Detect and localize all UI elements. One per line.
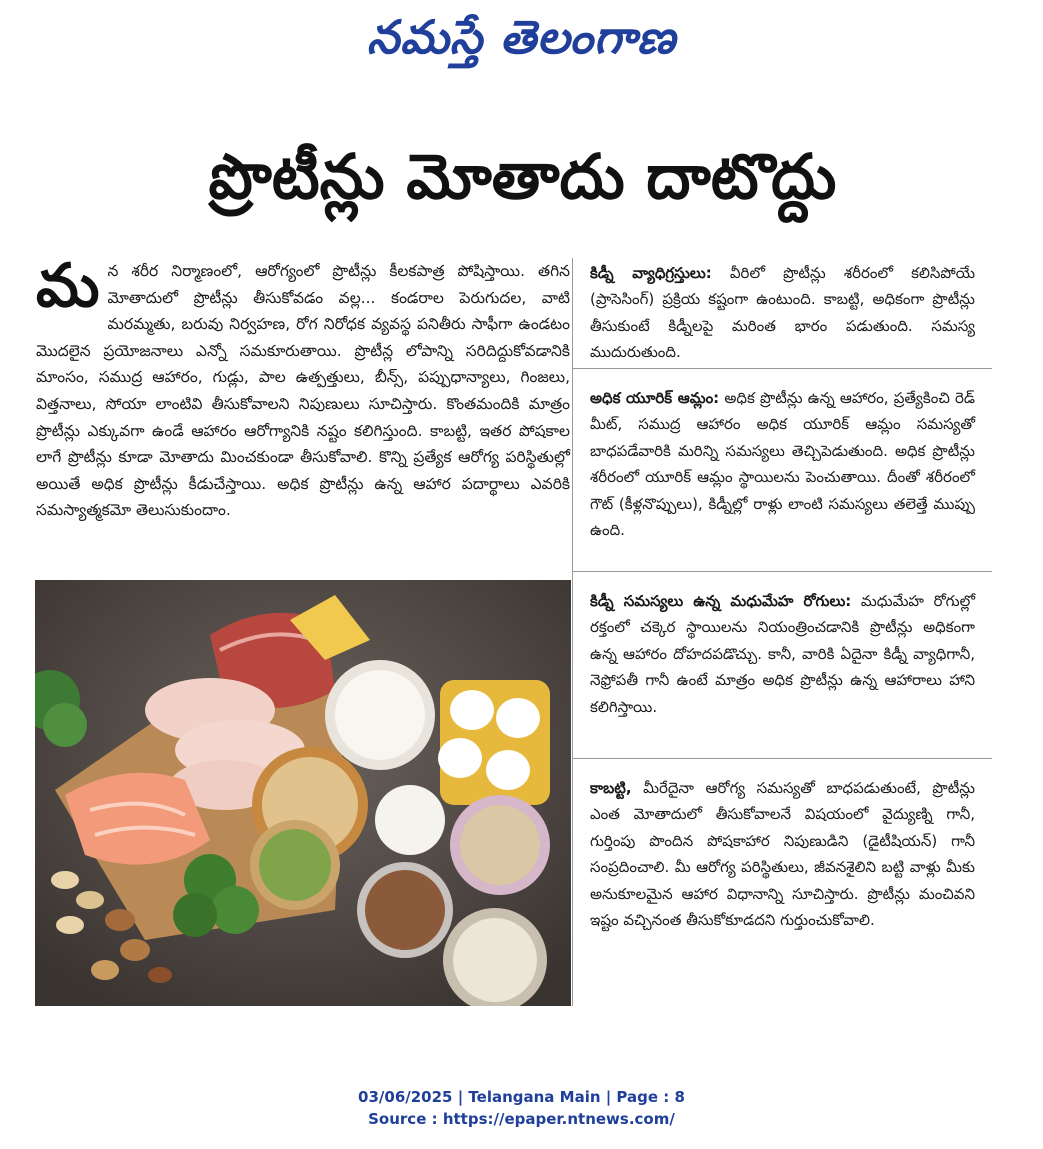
section-diabetic-kidney: [590, 588, 975, 720]
protein-foods-photo: [35, 580, 571, 1006]
footer-edition-info: 03/06/2025 | Telangana Main | Page : 8: [358, 1088, 685, 1106]
intro-column: [36, 251, 570, 524]
section-heading: కిడ్నీ సమస్యలు ఉన్న మధుమేహ రోగులు:: [590, 592, 852, 610]
section-divider: [573, 571, 992, 572]
page-footer: [0, 1086, 1043, 1130]
section-body: అధిక ప్రొటీన్లు ఉన్న ఆహారం, ప్రత్యేకించి రెడ్ మీట్, సముద్ర ఆహారం అధిక యూరిక్ ఆమ్లం సమస్యతో బాధపడేవారికి మరిన్ని సమస్యలు తెచ్చిపెడుతుంది. అధిక ప్రొటీన్లు శరీరంలో యూరిక్ ఆమ్లం స్థాయిలను పెంచుతాయి. దీంతో శరీరంలో గౌట్ (కీళ్లనొప్పులు), కిడ్నీల్లో రాళ్లు లాంటి సమస్యలు తలెత్తే ముప్పు ఉంది.: [590, 389, 975, 540]
section-body: వీరిలో ప్రొటీన్లు శరీరంలో కలిసిపోయే (ప్రాసెసింగ్) ప్రక్రియ కష్టంగా ఉంటుంది. కాబట్టి, అధికంగా ప్రొటీన్లు తీసుకుంటే కిడ్నీలపై మరింత భారం పడుతుంది. సమస్య ముదురుతుంది.: [590, 264, 975, 362]
footer-source-link[interactable]: Source : https://epaper.ntnews.com/: [368, 1110, 675, 1128]
article-headline: ప్రొటీన్లు మోతాదు దాటొద్దు: [208, 140, 837, 213]
drop-cap: మ: [36, 251, 100, 321]
protein-foods-illustration: [35, 580, 571, 1006]
section-heading: అధిక యూరిక్ ఆమ్లం:: [590, 389, 720, 407]
newspaper-masthead: నమస్తే తెలంగాణ: [366, 10, 677, 64]
section-divider: [573, 758, 992, 759]
section-heading: కిడ్నీ వ్యాధిగ్రస్తులు:: [590, 264, 712, 282]
section-body: మీరేదైనా ఆరోగ్య సమస్యతో బాధపడుతుంటే, ప్రొటీన్లు ఎంత మోతాదులో తీసుకోవాలనే విషయంలో వైద్యుణ్ని గానీ, గుర్తింపు పొందిన పోషకాహార నిపుణుడిని (డైటీషియన్) గానీ సంప్రదించాలి. మీ ఆరోగ్య పరిస్థితులు, జీవనశైలిని బట్టి వాళ్లు మీకు అనుకూలమైన ఆహార విధానాన్ని సూచిస్తారు. ప్రొటీన్లు మంచివని ఇష్టం వచ్చినంత తీసుకోకూడదని గుర్తుంచుకోవాలి.: [590, 779, 975, 930]
section-heading: కాబట్టి,: [590, 779, 632, 797]
sections-column: [590, 258, 975, 933]
section-body: మధుమేహ రోగుల్లో రక్తంలో చక్కెర స్థాయిలను నియంత్రించడానికి ప్రొటీన్లు అధికంగా ఉన్న ఆహారం దోహదపడొచ్చు. కానీ, వారికి ఏదైనా కిడ్నీ వ్యాధిగానీ, నెఫ్రోపతీ గానీ ఉంటే మాత్రం అధిక ప్రొటీన్లు ఉన్న ఆహారాలు హాని కలిగిస్తాయి.: [590, 592, 975, 716]
section-uric-acid: [590, 385, 975, 543]
section-kidney-patients: [590, 260, 975, 366]
section-divider: [573, 368, 992, 369]
column-divider: [572, 258, 573, 1006]
intro-text: న శరీర నిర్మాణంలో, ఆరోగ్యంలో ప్రొటీన్లు కీలకపాత్ర పోషిస్తాయి. తగిన మోతాదులో ప్రొటీన్లు తీసుకోవడం వల్ల... కండరాల పెరుగుదల, వాటి మరమ్మతు, బరువు నిర్వహణ, రోగ నిరోధక వ్యవస్థ పనితీరు సాఫీగా ఉండటం మొదలైన ప్రయోజనాలు ఎన్నో సమకూరుతాయి. ప్రొటీన్ల లోపాన్ని సరిదిద్దుకోవడానికి మాంసం, సముద్ర ఆహారం, గుడ్లు, పాల ఉత్పత్తులు, బీన్స్, పప్పుధాన్యాలు, గింజలు, విత్తనాలు, సోయా లాంటివి తీసుకోవాలని నిపుణులు సూచిస్తారు. కొంతమందికి మాత్రం ప్రొటీన్లు ఎక్కువగా ఉండే ఆహారం ఆరోగ్యానికి నష్టం కలిగిస్తుంది. కాబట్టి, ఇతర పోషకాల లాగే ప్రొటీన్లు కూడా మోతాదు మించకుండా తీసుకోవాలి. కొన్ని ప్రత్యేక ఆరోగ్య పరిస్థితుల్లో అయితే అధిక ప్రొటీన్లు కీడుచేస్తాయి. అధిక ప్రొటీన్లు ఉన్న ఆహార పదార్థాలు ఎవరికి సమస్యాత్మకమో తెలుసుకుందాం.: [36, 262, 570, 520]
section-conclusion: [590, 775, 975, 933]
intro-paragraph: [36, 251, 570, 524]
